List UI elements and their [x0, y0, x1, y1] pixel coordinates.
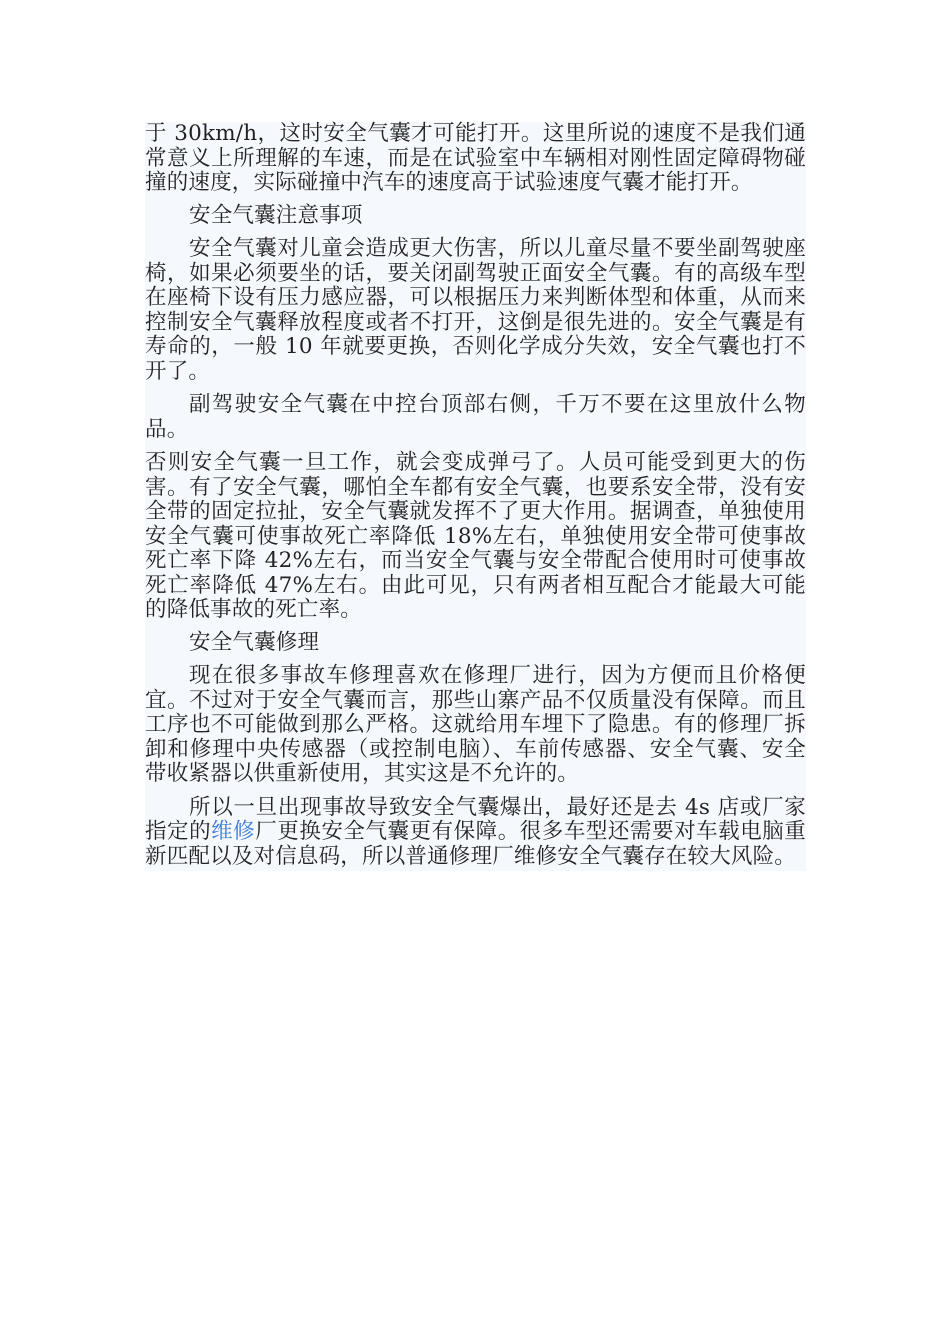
paragraph-seatbelt: 否则安全气囊一旦工作，就会变成弹弓了。人员可能受到更大的伤害。有了安全气囊，哪怕全车都有安全气囊，也要系安全带，没有安全带的固定拉扯，安全气囊就发挥不了更大作用。据调查，单独使用安全气囊可使事故死亡率降低 18%左右，单独使用安全带可使事故死亡率下降 42%左右，而当安全气囊与安全带配合使用时可使事故死亡率降低 47%左右。由此可见，只有两者相互配合才能最大可能的降低事故的死亡率。: [145, 450, 806, 622]
paragraph-speed: 于 30km/h，这时安全气囊才可能打开。这里所说的速度不是我们通常意义上所理解的车速，而是在试验室中车辆相对刚性固定障碍物碰撞的速度，实际碰撞中汽车的速度高于试验速度气囊才能打开。: [145, 121, 806, 195]
repair-link[interactable]: 维修: [211, 819, 256, 844]
heading-repair: 安全气囊修理: [189, 629, 320, 655]
paragraph-passenger-airbag: 副驾驶安全气囊在中控台顶部右侧，千万不要在这里放什么物品。: [145, 392, 806, 442]
heading-precautions: 安全气囊注意事项: [189, 202, 363, 228]
paragraph-children: 安全气囊对儿童会造成更大伤害，所以儿童尽量不要坐副驾驶座椅，如果必须要坐的话，要关闭副驾驶正面安全气囊。有的高级车型在座椅下设有压力感应器，可以根据压力来判断体型和体重，从而来控制安全气囊释放程度或者不打开，这倒是很先进的。安全气囊是有寿命的，一般 10 年就要更换，否则化学成分失效，安全气囊也打不开了。: [145, 236, 806, 384]
paragraph-dealer: [145, 796, 806, 870]
dealer-text-after: 厂更换安全气囊更有保障。很多车型还需要对车载电脑重新匹配以及对信息码，所以普通修理厂维修安全气囊存在较大风险。: [145, 819, 806, 869]
dealer-text-before: 所以一旦出现事故导致安全气囊爆出，最好还是去 4s 店或厂家指定的: [145, 794, 806, 844]
paragraph-repair-shops: 现在很多事故车修理喜欢在修理厂进行，因为方便而且价格便宜。不过对于安全气囊而言，那些山寨产品不仅质量没有保障。而且工序也不可能做到那么严格。这就给用车埋下了隐患。有的修理厂拆卸和修理中央传感器（或控制电脑）、车前传感器、安全气囊、安全带收紧器以供重新使用，其实这是不允许的。: [145, 663, 806, 786]
article-body: [145, 122, 806, 871]
